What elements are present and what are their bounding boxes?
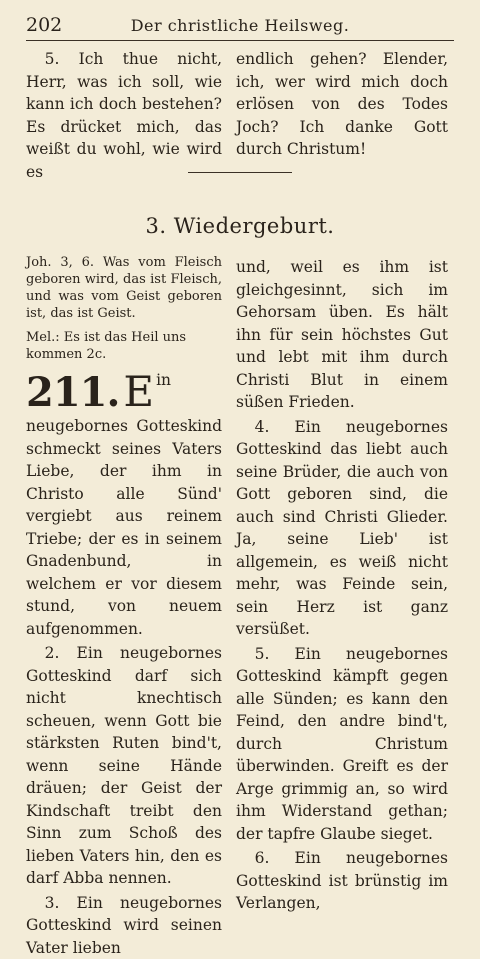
verse-text: 5. Ich thue nicht, Herr, was ich soll, wie kann ich doch bestehen? Es drücket mich, das weißt du wohl, wie wird es (26, 48, 222, 183)
hymn-number: 211. (26, 371, 119, 415)
hymn-verse-2: 2. Ein neugebornes Gotteskind darf sich nicht knechtisch scheuen, wenn Gott bie stärksten Ruten bind't, wenn seine Hände dräuen; der Geist der Kindschaft treibt den Sinn zum Schoß des lieben Vaters hin, den es darf Abba nennen. (26, 642, 222, 890)
top-left-column (26, 48, 222, 183)
verse-text: in neugebornes Gotteskind schmeckt seines Vaters Liebe, der ihm in Christo alle Sünd' vergiebt aus reinem Triebe; der es in seinem Gnadenbund, in welchem er vor diesem stund, von neuem aufgenommen. (26, 371, 222, 638)
hymn-right-column (236, 256, 448, 915)
hymn-left-column (26, 254, 222, 959)
hymn-verse-3-continued: und, weil es ihm ist gleichgesinnt, sich im Gehorsam üben. Es hält ihn für sein höchstes Gut und lebt mit ihm durch Christi Blut in einem süßen Frieden. (236, 256, 448, 414)
hymn-verse-1 (26, 369, 222, 640)
melody-note: Mel.: Es ist das Heil uns kommen 2c. (26, 329, 222, 363)
section-separator (188, 172, 292, 173)
hymn-verse-3: 3. Ein neugebornes Gotteskind wird seinen Vater lieben (26, 892, 222, 959)
scripture-reference: Joh. 3, 6. Was vom Fleisch geboren wird, das ist Fleisch, und was vom Geist geboren ist, das ist Geist. (26, 254, 222, 322)
page-number: 202 (26, 14, 62, 36)
hymn-verse-6: 6. Ein neugebornes Gotteskind ist brünstig im Verlangen, (236, 847, 448, 915)
page-header (26, 14, 454, 38)
top-right-column (236, 48, 448, 161)
drop-cap: E (123, 371, 154, 413)
hymn-verse-5: 5. Ein neugebornes Gotteskind kämpft gegen alle Sünden; es kann den Feind, den andre bind't, durch Christum überwinden. Greift es der Arge grimmig an, so wird ihm Widerstand gethan; der tapfre Glaube sieget. (236, 643, 448, 846)
verse-text: endlich gehen? Elender, ich, wer wird mich doch erlösen von des Todes Joch? Ich danke Gott durch Christum! (236, 48, 448, 161)
hymn-verse-4: 4. Ein neugebornes Gotteskind das liebt auch seine Brüder, die auch von Gott geboren sind, die auch sind Christi Glieder. Ja, seine Lieb' ist allgemein, es weiß nicht mehr, was Feinde sein, sein Herz ist ganz versüßet. (236, 416, 448, 641)
running-head: Der christliche Heilsweg. (26, 16, 454, 35)
header-rule (26, 40, 454, 41)
section-title: 3. Wiedergeburt. (0, 214, 480, 238)
